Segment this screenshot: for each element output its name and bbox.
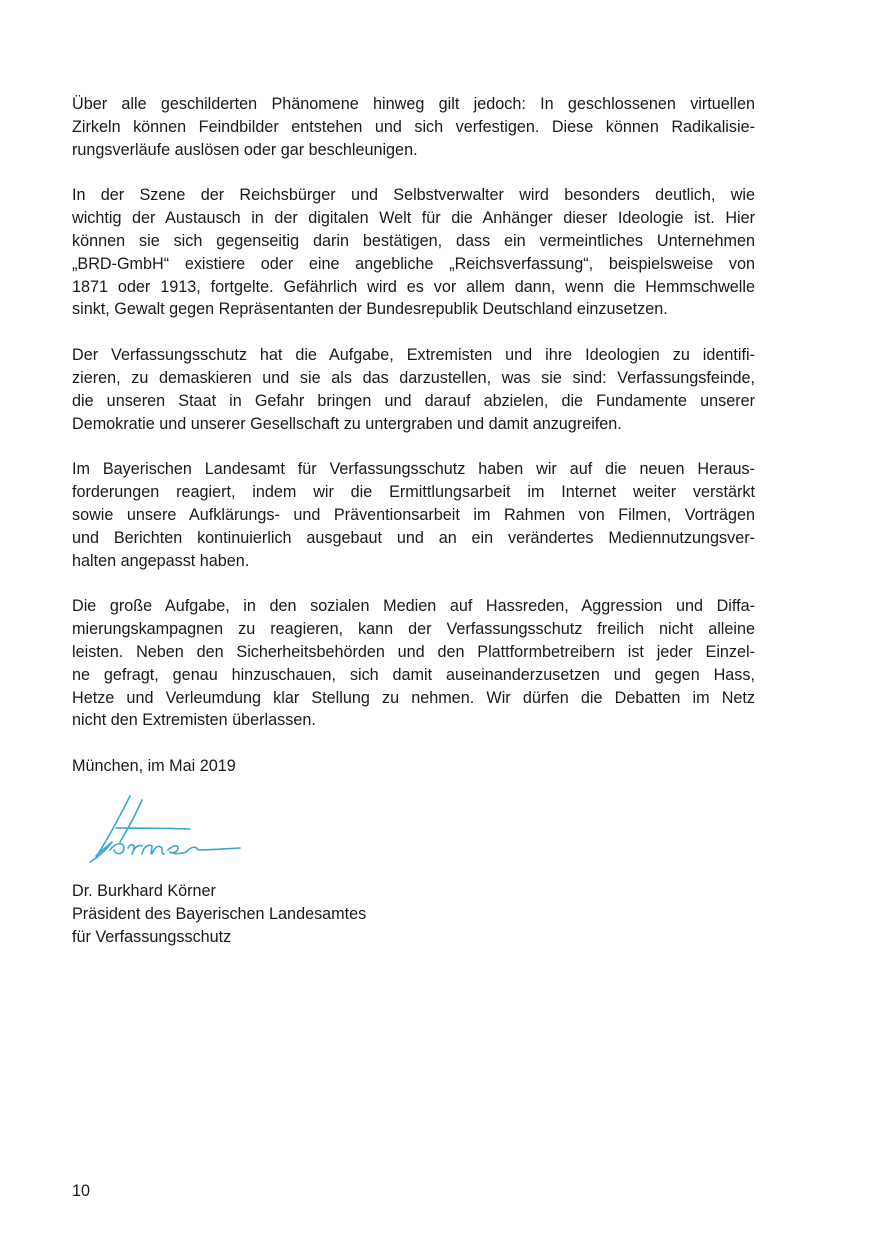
text-line: zieren, zu demaskieren und sie als das darzustellen, was sie sind: Verfassungsfeinde,: [72, 368, 755, 387]
text-line: „BRD-GmbH“ existiere oder eine angebliche „Reichsverfassung“, beispielsweise von: [72, 254, 755, 273]
text-line: In der Szene der Reichsbürger und Selbstverwalter wird besonders deutlich, wie: [72, 186, 755, 205]
text-line: Über alle geschilderten Phänomene hinweg gilt jedoch: In geschlossenen virtuellen: [72, 95, 755, 113]
text-line: nicht den Extremisten überlassen.: [72, 711, 316, 730]
text-line: Der Verfassungsschutz hat die Aufgabe, Extremisten und ihre Ideologien zu identifi-: [72, 346, 755, 365]
text-line: und Berichten kontinuierlich ausgebaut und an ein verändertes Mediennutzungsver-: [72, 528, 755, 547]
paragraph-5: [72, 595, 755, 732]
text-line: Demokratie und unserer Gesellschaft zu untergraben und damit anzugreifen.: [72, 414, 622, 433]
signer-block: [72, 880, 366, 948]
letter-body: [72, 93, 755, 778]
text-line: können sie sich gegenseitig darin bestätigen, dass ein vermeintliches Unternehmen: [72, 231, 755, 250]
text-line: die unseren Staat in Gefahr bringen und darauf abzielen, die Fundamente unserer: [72, 391, 755, 410]
place-date: München, im Mai 2019: [72, 757, 236, 776]
text-line: mierungskampagnen zu reagieren, kann der Verfassungsschutz freilich nicht alleine: [72, 620, 755, 639]
text-line: sowie unsere Aufklärungs- und Präventionsarbeit im Rahmen von Filmen, Vorträgen: [72, 505, 755, 524]
text-line: rungsverläufe auslösen oder gar beschleunigen.: [72, 140, 418, 159]
text-line: wichtig der Austausch in der digitalen Welt für die Anhänger dieser Ideologie ist. Hier: [72, 209, 755, 228]
text-line: halten angepasst haben.: [72, 551, 250, 570]
handwritten-signature-icon: [82, 790, 242, 870]
paragraph-4: [72, 458, 755, 572]
text-line: Im Bayerischen Landesamt für Verfassungsschutz haben wir auf die neuen Heraus-: [72, 460, 755, 479]
text-line: Zirkeln können Feindbilder entstehen und sich verfestigen. Diese können Radikalisie-: [72, 117, 755, 136]
text-line: Hetze und Verleumdung klar Stellung zu nehmen. Wir dürfen die Debatten im Netz: [72, 688, 755, 707]
text-line: 1871 oder 1913, fortgelte. Gefährlich wird es vor allem dann, wenn die Hemmschwelle: [72, 277, 755, 296]
text-line: ne gefragt, genau hinzuschauen, sich damit auseinanderzusetzen und gegen Hass,: [72, 665, 755, 684]
signer-title-line-1: Präsident des Bayerischen Landesamtes: [72, 904, 367, 923]
text-line: Die große Aufgabe, in den sozialen Medien auf Hassreden, Aggression und Diffa-: [72, 597, 755, 616]
paragraph-2: [72, 184, 755, 321]
paragraph-1: [72, 93, 755, 161]
page-number: 10: [72, 1182, 91, 1200]
text-line: leisten. Neben den Sicherheitsbehörden und den Plattformbetreibern ist jeder Einzel-: [72, 642, 755, 661]
text-line: forderungen reagiert, indem wir die Ermittlungsarbeit im Internet weiter verstärkt: [72, 483, 755, 502]
text-line: sinkt, Gewalt gegen Repräsentanten der Bundesrepublik Deutschland einzusetzen.: [72, 300, 668, 319]
signer-name: Dr. Burkhard Körner: [72, 882, 216, 900]
paragraph-3: [72, 344, 755, 435]
signer-title-line-2: für Verfassungsschutz: [72, 927, 232, 946]
